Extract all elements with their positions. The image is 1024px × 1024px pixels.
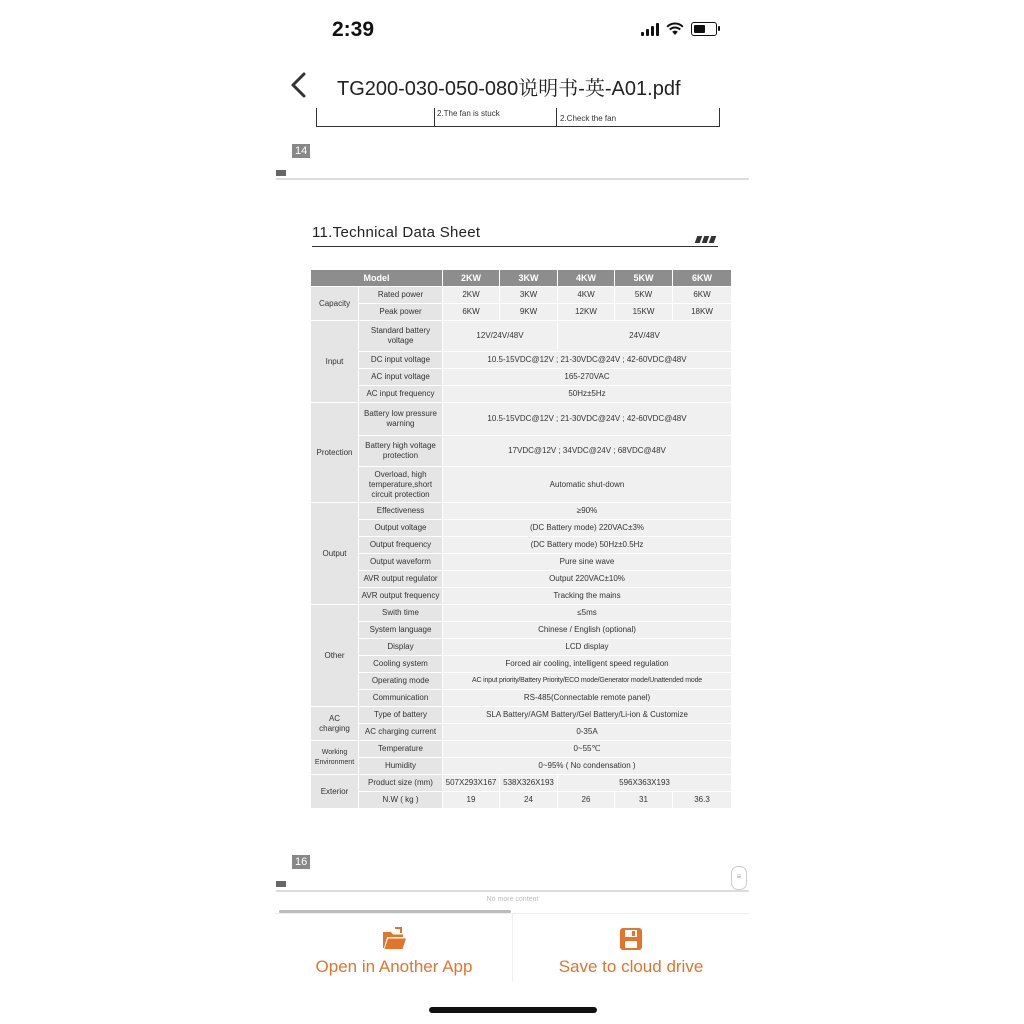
table-row	[311, 741, 732, 758]
phone-screen	[276, 0, 749, 1024]
cell: AC input priority/Battery Priority/ECO mode/Generator mode/Unattended mode	[443, 673, 732, 690]
cell: 10.5-15VDC@12V ; 21-30VDC@24V ; 42-60VDC@48V	[443, 403, 732, 436]
row-label: Type of battery	[359, 707, 443, 724]
chevron-left-icon	[288, 70, 308, 100]
table-row	[311, 622, 732, 639]
cell: RS-485(Connectable remote panel)	[443, 690, 732, 707]
row-label: N.W ( kg )	[359, 792, 443, 809]
row-label: Output waveform	[359, 554, 443, 571]
table-row	[311, 571, 732, 588]
cell: (DC Battery mode) 220VAC±3%	[443, 520, 732, 537]
table-row	[311, 792, 732, 809]
header-3kw: 3KW	[500, 270, 558, 287]
cell: 15KW	[615, 304, 673, 321]
header-2kw: 2KW	[443, 270, 500, 287]
cell: 4KW	[558, 287, 615, 304]
header-5kw: 5KW	[615, 270, 673, 287]
table-row	[311, 520, 732, 537]
cell: LCD display	[443, 639, 732, 656]
row-label: AVR output regulator	[359, 571, 443, 588]
prev-table-cell: 2.Check the fan	[560, 114, 617, 123]
row-label: Operating mode	[359, 673, 443, 690]
cell: Automatic shut-down	[443, 467, 732, 503]
table-row	[311, 588, 732, 605]
table-row	[311, 537, 732, 554]
cell: 19	[443, 792, 500, 809]
table-row	[311, 690, 732, 707]
save-disk-icon	[618, 926, 644, 952]
cell: 17VDC@12V ; 34VDC@24V ; 68VDC@48V	[443, 436, 732, 467]
cell: 0~55℃	[443, 741, 732, 758]
cell: (DC Battery mode) 50Hz±0.5Hz	[443, 537, 732, 554]
cell: 50Hz±5Hz	[443, 386, 732, 403]
cell: Forced air cooling, intelligent speed regulation	[443, 656, 732, 673]
cell: 9KW	[500, 304, 558, 321]
cell: 5KW	[615, 287, 673, 304]
prev-table-cell: 2.The fan is stuck	[437, 109, 500, 118]
row-label: Swith time	[359, 605, 443, 622]
table-row	[311, 707, 732, 724]
row-label: AVR output frequency	[359, 588, 443, 605]
row-label: Peak power	[359, 304, 443, 321]
table-row	[311, 554, 732, 571]
table-row	[311, 673, 732, 690]
table-row	[311, 639, 732, 656]
group-label: Capacity	[311, 287, 359, 321]
group-label: Other	[311, 605, 359, 707]
table-row	[311, 758, 732, 775]
cell: 24V/48V	[558, 321, 732, 352]
table-header-row	[311, 270, 732, 287]
table-row	[311, 369, 732, 386]
cell: Chinese / English (optional)	[443, 622, 732, 639]
group-label: Protection	[311, 403, 359, 503]
table-row	[311, 352, 732, 369]
open-in-another-app-label: Open in Another App	[315, 957, 473, 976]
cell: 6KW	[673, 287, 732, 304]
section-rule	[312, 246, 718, 247]
back-button[interactable]	[288, 70, 308, 100]
cell: 507X293X167	[443, 775, 500, 792]
group-label: Input	[311, 321, 359, 403]
nav-bar	[276, 60, 749, 108]
no-more-content: No more content	[486, 896, 539, 903]
row-label: Output voltage	[359, 520, 443, 537]
cell: 31	[615, 792, 673, 809]
cell: 12KW	[558, 304, 615, 321]
save-to-cloud-drive-button[interactable]	[513, 914, 749, 986]
table-row	[311, 503, 732, 520]
table-row	[311, 287, 732, 304]
group-label: AC charging	[311, 707, 359, 741]
row-label: Standard battery voltage	[359, 321, 443, 352]
home-indicator[interactable]	[429, 1007, 597, 1013]
cell: 10.5-15VDC@12V ; 21-30VDC@24V ; 42-60VDC@48V	[443, 352, 732, 369]
document-title: TG200-030-050-080说明书-英-A01.pdf	[337, 78, 681, 100]
row-label: Rated power	[359, 287, 443, 304]
page-marker	[276, 170, 286, 176]
status-time: 2:39	[332, 18, 375, 41]
page-separator	[276, 890, 749, 892]
battery-icon	[691, 22, 717, 36]
table-row	[311, 656, 732, 673]
row-label: AC input voltage	[359, 369, 443, 386]
row-label: Cooling system	[359, 656, 443, 673]
page-number: 16	[292, 855, 310, 869]
cell: 0~95% ( No condensation )	[443, 758, 732, 775]
cell: 12V/24V/48V	[443, 321, 558, 352]
cell: SLA Battery/AGM Battery/Gel Battery/Li-ion & Customize	[443, 707, 732, 724]
wifi-icon	[666, 22, 684, 36]
row-label: Display	[359, 639, 443, 656]
cell: 2KW	[443, 287, 500, 304]
page-number: 14	[292, 144, 310, 158]
page-separator	[276, 178, 749, 180]
pdf-viewer[interactable]	[276, 108, 749, 908]
table-row	[311, 436, 732, 467]
cell: 0-35A	[443, 724, 732, 741]
table-row	[311, 724, 732, 741]
row-label: AC charging current	[359, 724, 443, 741]
bottom-toolbar	[276, 913, 749, 986]
header-model: Model	[311, 270, 443, 287]
cell: ≥90%	[443, 503, 732, 520]
cell: 6KW	[443, 304, 500, 321]
group-label: Output	[311, 503, 359, 605]
row-label: Communication	[359, 690, 443, 707]
cell: 36.3	[673, 792, 732, 809]
section-title: 11.Technical Data Sheet	[312, 224, 481, 241]
row-label: Output frequency	[359, 537, 443, 554]
cell: 24	[500, 792, 558, 809]
cell: 18KW	[673, 304, 732, 321]
row-label: Humidity	[359, 758, 443, 775]
previous-page-table-fragment	[316, 108, 720, 127]
status-icons	[641, 22, 717, 36]
row-label: Product size (mm)	[359, 775, 443, 792]
cell: Pure sine wave	[443, 554, 732, 571]
cell: 26	[558, 792, 615, 809]
table-row	[311, 386, 732, 403]
row-label: Battery low pressure warning	[359, 403, 443, 436]
cell: 596X363X193	[558, 775, 732, 792]
header-4kw: 4KW	[558, 270, 615, 287]
table-row	[311, 321, 732, 352]
technical-data-table	[310, 269, 732, 809]
table-row	[311, 403, 732, 436]
open-in-another-app-button[interactable]	[276, 914, 512, 986]
table-row	[311, 605, 732, 622]
header-6kw: 6KW	[673, 270, 732, 287]
cell: ≤5ms	[443, 605, 732, 622]
row-label: Overload, high temperature,short circuit protection	[359, 467, 443, 503]
row-label: DC input voltage	[359, 352, 443, 369]
cell: 165-270VAC	[443, 369, 732, 386]
folder-open-icon	[381, 926, 407, 952]
cellular-signal-icon	[641, 22, 659, 36]
scroll-handle[interactable]: ≡	[731, 866, 747, 890]
decorative-bars-icon	[696, 236, 715, 243]
table-row	[311, 467, 732, 503]
table-row	[311, 775, 732, 792]
table-row	[311, 304, 732, 321]
row-label: AC input frequency	[359, 386, 443, 403]
save-to-cloud-drive-label: Save to cloud drive	[558, 957, 704, 976]
cell: Output 220VAC±10%	[443, 571, 732, 588]
cell: 538X326X193	[500, 775, 558, 792]
group-label: Exterior	[311, 775, 359, 809]
row-label: Temperature	[359, 741, 443, 758]
cell: 3KW	[500, 287, 558, 304]
group-label: Working Environment	[311, 741, 359, 775]
row-label: Effectiveness	[359, 503, 443, 520]
cell: Tracking the mains	[443, 588, 732, 605]
row-label: Battery high voltage protection	[359, 436, 443, 467]
row-label: System language	[359, 622, 443, 639]
page-marker	[276, 881, 286, 887]
